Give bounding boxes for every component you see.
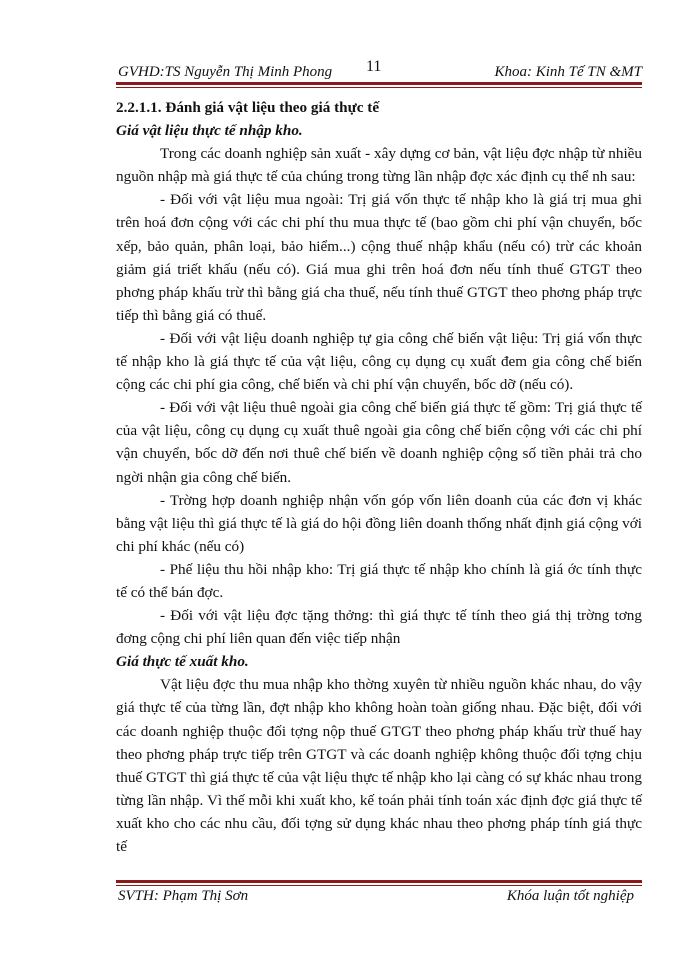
footer-rule-thick xyxy=(116,880,642,883)
paragraph: Trong các doanh nghiệp sản xuất - xây dựng cơ bản, vật liệu đợc nhập từ nhiều nguồn nhập mà giá thực tế của chúng trong từng lần nhập đợc xác định cụ thể nh sau: xyxy=(116,145,642,186)
paragraph: - Đối với vật liệu doanh nghiệp tự gia công chế biến vật liệu: Trị giá vốn thực tế nhập kho là giá thực tế của vật liệu, công cụ dụng cụ xuất đem gia công chế biến cộng các chi phí gia công, chế biến và chi phí vận chuyển, bốc dỡ (nếu có). xyxy=(116,329,642,394)
subheading-export-price: Giá thực tế xuất kho. xyxy=(116,653,249,671)
footer-student: SVTH: Phạm Thị Sơn xyxy=(118,888,249,904)
paragraph: - Đối với vật liệu thuê ngoài gia công chế biến giá thực tế gồm: Trị giá thực tế của vật liệu, công cụ dụng cụ xuất thuê ngoài gia công chế biến cộng với các chi phí vận chuyển, bốc dỡ đến nơi thuê chế biến về doanh nghiệp cộng số tiền phải trả cho ngời nhận gia công chế biến. xyxy=(116,399,642,486)
header-rule-thin xyxy=(116,87,642,88)
section-heading: 2.2.1.1. Đánh giá vật liệu theo giá thực tế xyxy=(116,99,380,116)
document-body xyxy=(116,96,642,858)
subheading-import-price: Giá vật liệu thực tế nhập kho. xyxy=(116,122,303,140)
paragraph: - Trờng hợp doanh nghiệp nhận vốn góp vốn liên doanh của các đơn vị khác bằng vật liệu thì giá thực tế là giá do hội đồng liên doanh thống nhất định giá cộng với chi phí khác (nếu có) xyxy=(116,491,642,555)
header-supervisor: GVHD:TS Nguyễn Thị Minh Phong xyxy=(118,64,333,80)
header-rule-thick xyxy=(116,82,642,85)
paragraph: Vật liệu đợc thu mua nhập kho thờng xuyên từ nhiều nguồn khác nhau, do vậy giá thực tế của từng lần, đợt nhập kho không hoàn toàn giống nhau. Đặc biệt, đối với các doanh nghiệp thuộc đối tợng nộp thuế GTGT theo phơng pháp khấu trừ thuế hay theo phơng pháp trực tiếp trên GTGT và các doanh nghiệp không thuộc đối tợng chịu thuế GTGT thì giá thực tế của vật liệu thực tế nhập kho lại càng có sự khác nhau trong từng lần nhập. Vì thế mỗi khi xuất kho, kế toán phải tính toán xác định đợc giá thực tế xuất kho cho các nhu cầu, đối tợng sử dụng khác nhau theo phơng pháp tính giá thực tế xyxy=(116,676,642,855)
footer-rule-thin xyxy=(116,885,642,886)
header-faculty: Khoa: Kinh Tế TN &MT xyxy=(494,64,642,80)
page-number: 11 xyxy=(366,58,382,75)
paragraph: - Đối với vật liệu đợc tặng thởng: thì giá thực tế tính theo giá thị trờng tơng đơng cộng chi phí liên quan đến việc tiếp nhận xyxy=(116,607,642,648)
paragraph: - Phế liệu thu hồi nhập kho: Trị giá thực tế nhập kho chính là giá ớc tính thực tế có thể bán đợc. xyxy=(116,560,642,601)
page-header xyxy=(118,60,642,84)
footer-thesis-label: Khóa luận tốt nghiệp xyxy=(506,888,634,904)
paragraph: - Đối với vật liệu mua ngoài: Trị giá vốn thực tế nhập kho là giá trị mua ghi trên hoá đơn cộng với các chi phí thu mua thực tế (bao gồm chi phí vận chuyển, bốc xếp, bảo quản, phân loại, bảo hiểm...) cộng thuế nhập khẩu (nếu có) trừ các khoản giảm giá triết khấu (nếu có). Giá mua ghi trên hoá đơn nếu tính thuế GTGT theo phơng pháp khấu trừ thì bằng giá cha thuế, nếu tính thuế GTGT theo phơng pháp trực tiếp thì bằng giá có thuế. xyxy=(116,191,642,324)
